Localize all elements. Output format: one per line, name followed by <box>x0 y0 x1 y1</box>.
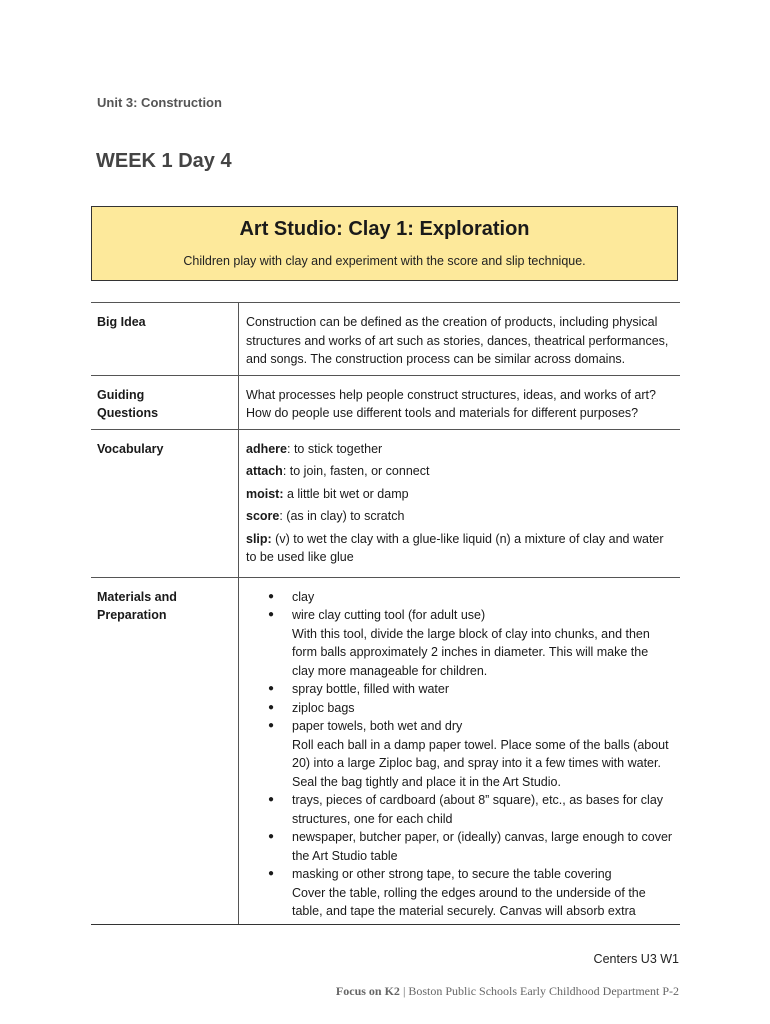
row-label: Guiding Questions <box>91 375 239 429</box>
list-item: ● newspaper, butcher paper, or (ideally) canvas, large enough to cover the Art Studio table <box>246 828 673 865</box>
vocab-definition: : to join, fasten, or connect <box>282 464 430 478</box>
preparation-note: With this tool, divide the large block of clay into chunks, and then form balls approximately 2 inches in diameter. This will make the clay more manageable for children. <box>292 626 650 678</box>
list-item: ● clay <box>246 588 673 607</box>
vocabulary-list <box>239 429 681 577</box>
vocab-term: score <box>246 509 280 523</box>
row-vocabulary <box>91 429 680 577</box>
centers-label: Centers U3 W1 <box>593 952 679 966</box>
lesson-title: Art Studio: Clay 1: Exploration <box>239 218 530 240</box>
lesson-subtitle: Children play with clay and experiment with the score and slip technique. <box>183 254 586 268</box>
vocab-item <box>246 462 673 481</box>
vocab-definition: : to stick together <box>287 441 383 456</box>
row-guiding-questions <box>91 375 680 429</box>
vocab-item <box>246 507 673 526</box>
preparation-note: Cover the table, rolling the edges around to the underside of the table, and tape the material securely. Canvas will absorb extra <box>292 885 646 918</box>
lesson-table <box>91 302 680 925</box>
vocab-term: slip: <box>246 531 272 546</box>
list-item: ● ziploc bags <box>246 699 673 718</box>
page-footer <box>336 984 679 999</box>
list-item: ● trays, pieces of cardboard (about 8” square), etc., as bases for clay structures, one for each child <box>246 791 673 828</box>
vocab-item <box>246 485 673 504</box>
footer-text: | Boston Public Schools Early Childhood Department P-2 <box>399 984 679 998</box>
vocab-term: attach <box>246 464 283 478</box>
list-item: ● wire clay cutting tool (for adult use) <box>246 606 673 625</box>
vocab-definition: a little bit wet or damp <box>283 486 409 501</box>
unit-heading: Unit 3: Construction <box>97 95 222 110</box>
vocab-definition: (v) to wet the clay with a glue-like liquid (n) a mixture of clay and water to be used like glue <box>246 531 664 564</box>
row-big-idea <box>91 303 680 376</box>
vocab-item <box>246 440 673 459</box>
row-materials <box>91 577 680 924</box>
list-item: ● spray bottle, filled with water <box>246 680 673 699</box>
row-label: Big Idea <box>91 303 239 376</box>
vocab-term: adhere <box>246 441 287 456</box>
materials-list <box>239 577 681 924</box>
list-item: ● masking or other strong tape, to secure the table covering <box>246 865 673 884</box>
vocab-definition: : (as in clay) to scratch <box>279 509 405 523</box>
week-day-heading: WEEK 1 Day 4 <box>96 150 232 172</box>
row-label: Vocabulary <box>91 429 239 577</box>
footer-title: Focus on K2 <box>335 984 400 998</box>
vocab-item <box>246 530 673 567</box>
list-item: ● paper towels, both wet and dry <box>246 717 673 736</box>
vocab-term: moist: <box>246 486 284 501</box>
big-idea-text: Construction can be defined as the creation of products, including physical structures and works of art such as stories, dances, theatrical performances, and songs. The construction process can be similar across domains. <box>239 303 681 376</box>
preparation-note: Roll each ball in a damp paper towel. Place some of the balls (about 20) into a large Ziploc bag, and spray into it a few times with water. Seal the bag tightly and place it in the Art Studio. <box>292 737 669 789</box>
row-label: Materials and Preparation <box>91 577 239 924</box>
guiding-questions-text: What processes help people construct structures, ideas, and works of art? How do people use different tools and materials for different purposes? <box>239 375 681 429</box>
lesson-banner <box>91 206 678 281</box>
